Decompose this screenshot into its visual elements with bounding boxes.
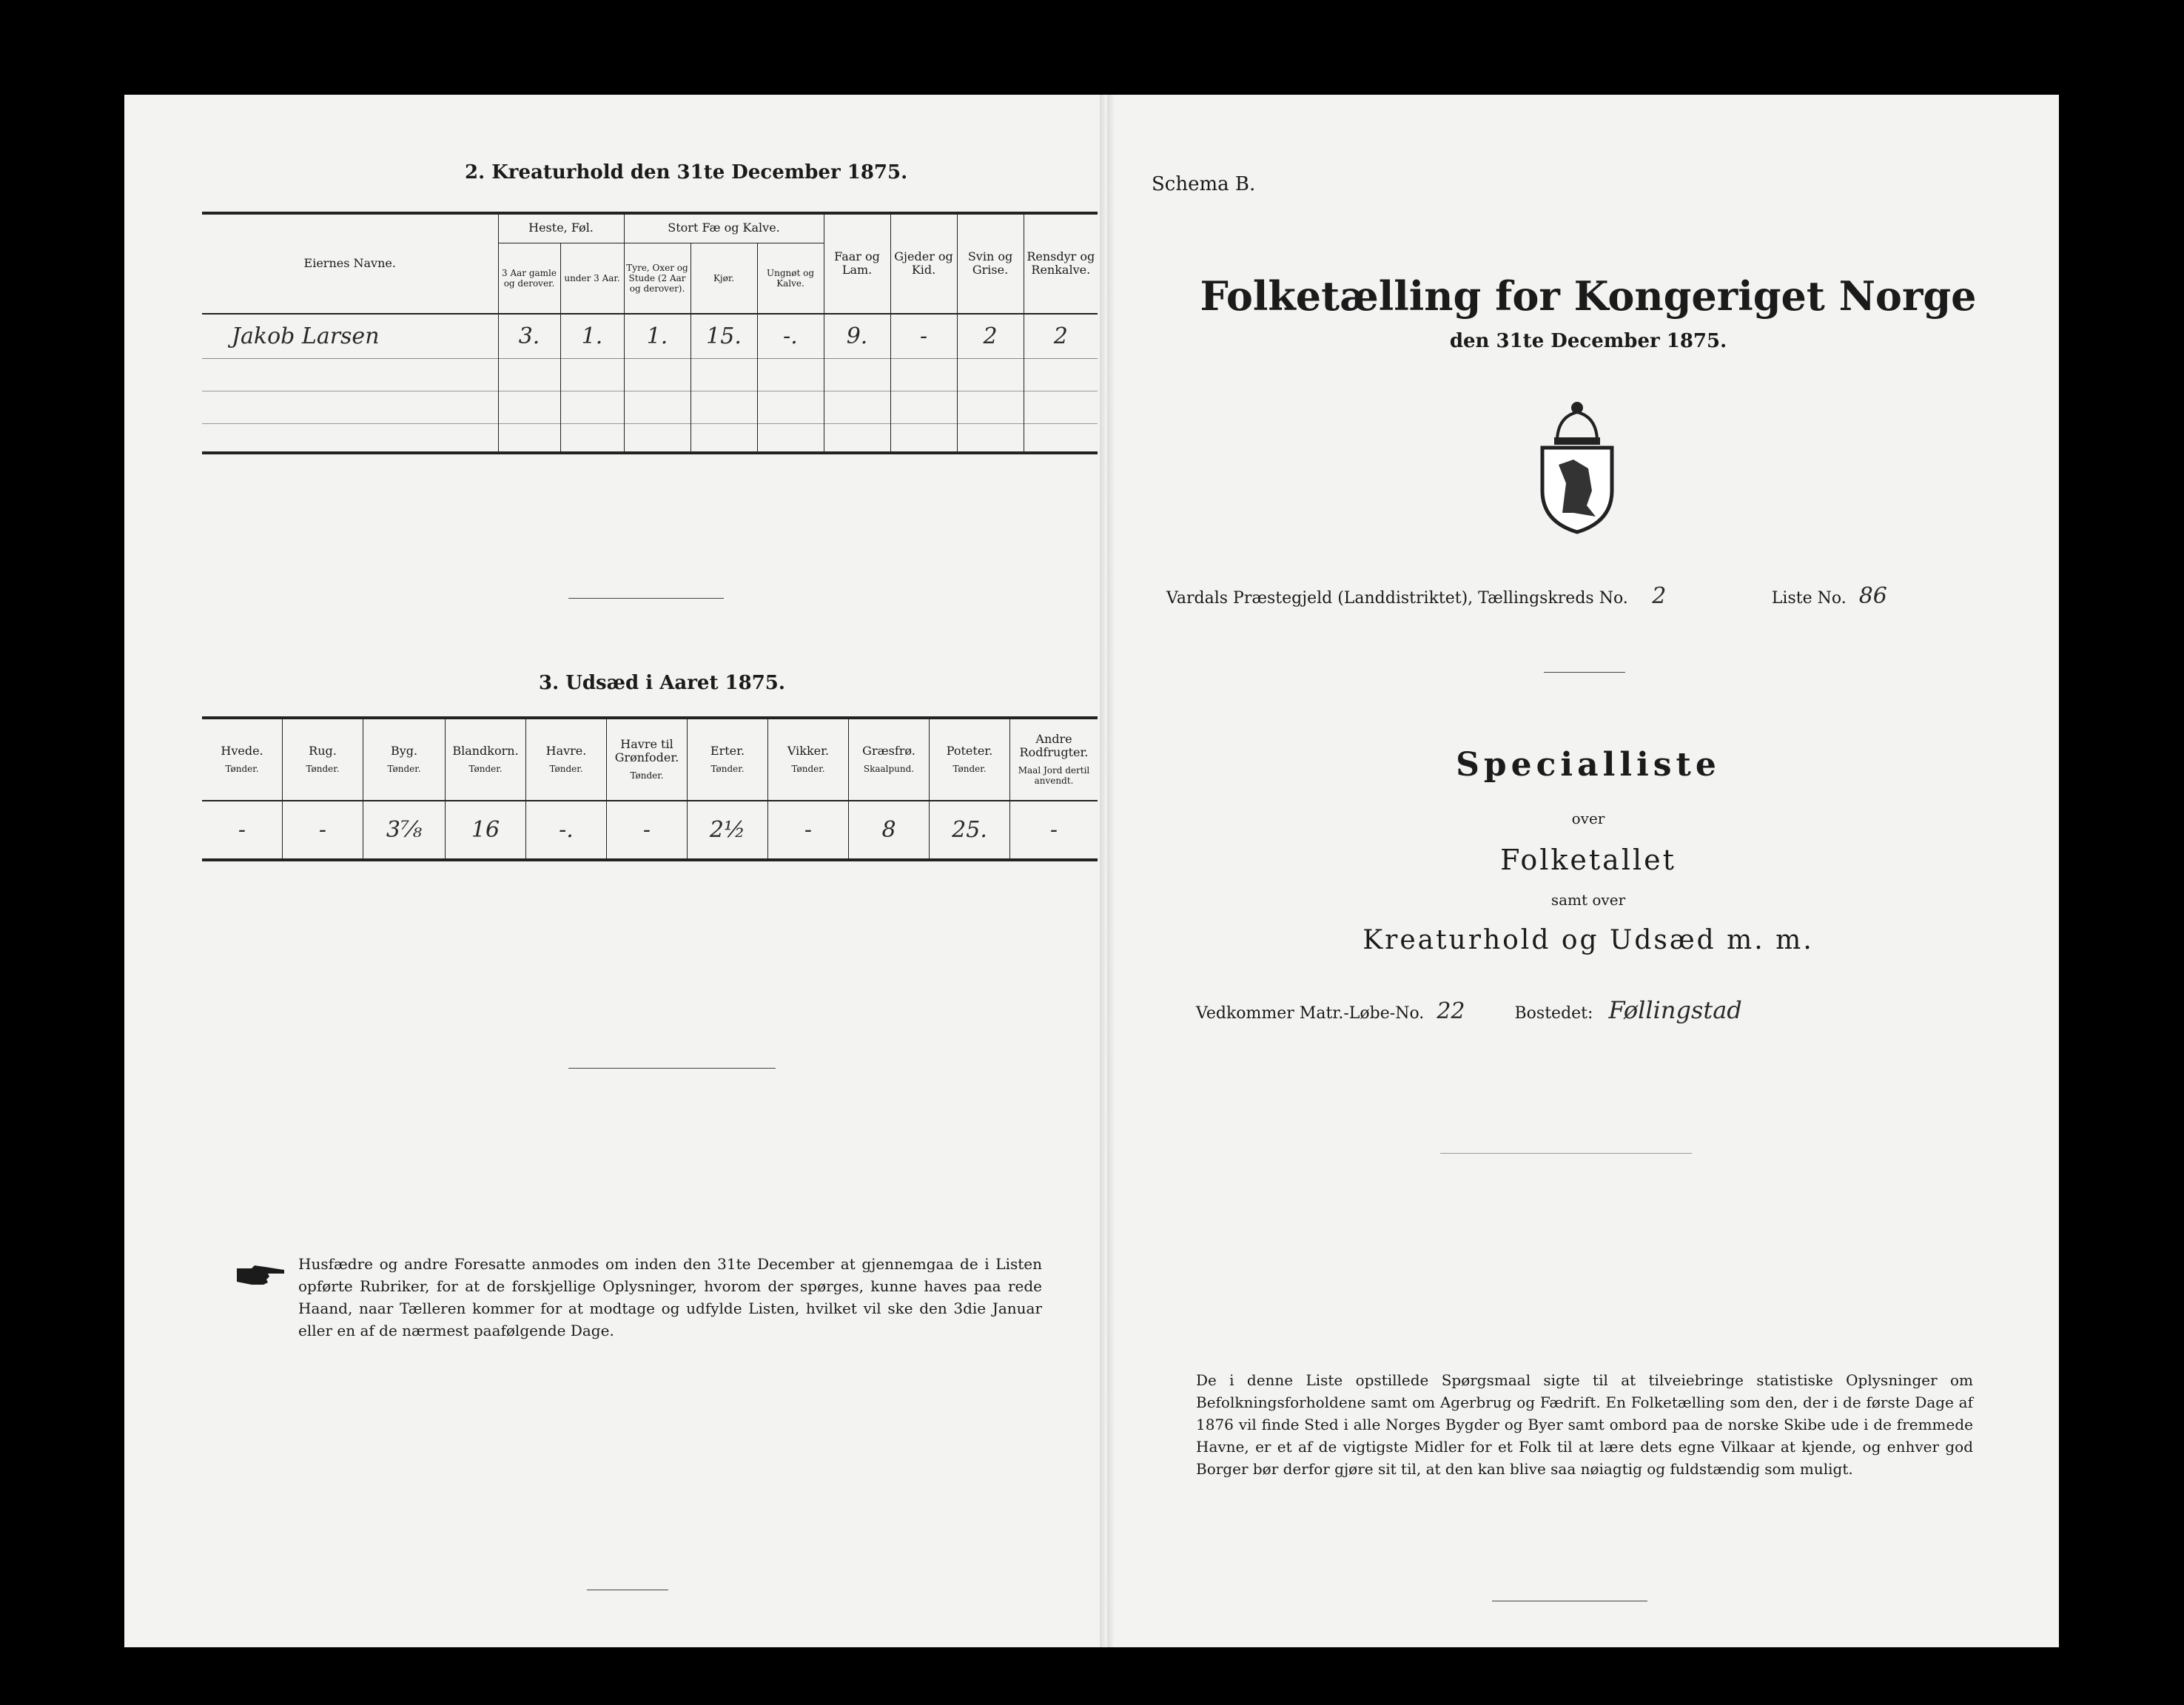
liste-no: 86 — [1858, 583, 1887, 609]
udsaed-col-unit: Tønder. — [306, 763, 340, 774]
udsaed-col-unit: Tønder. — [549, 763, 583, 774]
udsaed-value: 8 — [849, 801, 930, 860]
udsaed-col-unit: Tønder. — [791, 763, 825, 774]
page-date: den 31te December 1875. — [1449, 330, 1727, 352]
udsaed-col-unit: Tønder. — [387, 763, 421, 774]
page-fold — [1100, 95, 1107, 1647]
udsaed-value: 16 — [446, 801, 526, 860]
col-faar: Faar og Lam. — [824, 213, 890, 314]
udsaed-value: 3⅞ — [363, 801, 446, 860]
divider — [1544, 672, 1625, 673]
cell-svin: 2 — [957, 314, 1024, 358]
cell-rensdyr: 2 — [1024, 314, 1098, 358]
table-row — [202, 314, 1098, 358]
udsaed-table — [202, 718, 1098, 861]
udsaed-col-name: Blandkorn. — [452, 743, 519, 758]
udsaed-value: - — [1010, 801, 1098, 860]
divider — [1440, 1153, 1692, 1154]
udsaed-col-unit: Tønder. — [468, 763, 503, 774]
udsaed-value: - — [202, 801, 283, 860]
samt-over-text: samt over — [1550, 891, 1626, 909]
udsaed-col-name: Havre. — [545, 743, 587, 758]
schema-label: Schema B. — [1152, 173, 1256, 195]
section2-title: 2. Kreaturhold den 31te December 1875. — [465, 161, 908, 184]
udsaed-col-name: Byg. — [390, 743, 418, 758]
udsaed-col-unit: Skaalpund. — [863, 763, 915, 774]
kreds-no: 2 — [1652, 583, 1667, 609]
cell-heste-young: 1. — [560, 314, 624, 358]
udsaed-col-name: Erter. — [710, 743, 745, 758]
udsaed-col-7 — [768, 718, 849, 801]
udsaed-col-unit: Tønder. — [952, 763, 987, 774]
udsaed-col-unit: Tønder. — [710, 763, 745, 774]
cell-ungnot: -. — [757, 314, 824, 358]
cell-heste-old: 3. — [498, 314, 560, 358]
coat-of-arms-icon — [1529, 394, 1625, 535]
divider — [568, 1068, 776, 1069]
udsaed-col-name: Vikker. — [787, 743, 830, 758]
pointing-hand-icon — [235, 1262, 287, 1288]
col-tyre: Tyre, Oxer og Stude (2 Aar og derover). — [624, 243, 691, 314]
col-rensdyr: Rensdyr og Renkalve. — [1024, 213, 1098, 314]
udsaed-col-name: Hvede. — [221, 743, 263, 758]
district-prefix: Vardals Præstegjeld (Landdistriktet), Tællingskreds No. — [1166, 589, 1628, 608]
udsaed-col-3 — [446, 718, 526, 801]
intro-text: De i denne Liste opstillede Spørgsmaal sigte til at tilveiebringe statistiske Oplysninger om Befolkningsforholdene samt om Agerbrug og Fædrift. En Folketælling som den, der i de første Dage af 1876 vil finde Sted i alle Norges Bygder og Byer samt ombord paa de norske Skibe ude i de fremmede Havne, er et af de vigtigste Midler for et Folk til at lære dets egne Vilkaar at kjende, og enhver god Borger bør derfor gjøre sit til, at den kan blive saa nøiagtig og fuldstændig som muligt. — [1196, 1371, 1973, 1478]
over-text: over — [1571, 810, 1605, 827]
col-svin: Svin og Grise. — [957, 213, 1024, 314]
cell-faar: 9. — [824, 314, 890, 358]
kreaturhold-heading: Kreaturhold og Udsæd m. m. — [1363, 925, 1814, 955]
col-heste-old: 3 Aar gamle og derover. — [498, 243, 560, 314]
divider — [568, 598, 724, 599]
udsaed-col-6 — [688, 718, 768, 801]
udsaed-col-0 — [202, 718, 283, 801]
col-ungnot: Ungnøt og Kalve. — [757, 243, 824, 314]
bosted-value: Føllingstad — [1608, 996, 1742, 1024]
cell-gjeder: - — [890, 314, 957, 358]
udsaed-col-10 — [1010, 718, 1098, 801]
udsaed-col-name: Rug. — [309, 743, 337, 758]
cell-kjor: 15. — [691, 314, 757, 358]
section3-title: 3. Udsæd i Aaret 1875. — [539, 672, 785, 694]
col-owner: Eiernes Navne. — [202, 213, 498, 314]
udsaed-value: 2½ — [688, 801, 768, 860]
udsaed-col-unit: Tønder. — [225, 763, 259, 774]
matr-label: Vedkommer Matr.-Løbe-No. — [1196, 1004, 1425, 1023]
udsaed-value: 25. — [930, 801, 1010, 860]
folketallet-heading: Folketallet — [1500, 844, 1676, 876]
kreaturhold-table — [202, 213, 1098, 454]
col-kjor: Kjør. — [691, 243, 757, 314]
udsaed-col-5 — [607, 718, 688, 801]
col-stort-fae: Stort Fæ og Kalve. — [624, 213, 824, 243]
udsaed-col-unit: Tønder. — [630, 770, 664, 781]
right-page — [1107, 95, 2059, 1647]
udsaed-col-4 — [526, 718, 607, 801]
udsaed-col-2 — [363, 718, 446, 801]
udsaed-value: - — [607, 801, 688, 860]
cell-tyre: 1. — [624, 314, 691, 358]
udsaed-value: - — [283, 801, 363, 860]
udsaed-col-8 — [849, 718, 930, 801]
udsaed-value: -. — [526, 801, 607, 860]
specialliste-heading: Specialliste — [1456, 746, 1721, 784]
matr-no: 22 — [1437, 998, 1465, 1024]
udsaed-col-1 — [283, 718, 363, 801]
col-heste-fol: Heste, Føl. — [498, 213, 624, 243]
page-title: Folketælling for Kongeriget Norge — [1200, 272, 1977, 320]
udsaed-col-name: Poteter. — [946, 743, 993, 758]
table-row — [202, 801, 1098, 860]
col-gjeder: Gjeder og Kid. — [890, 213, 957, 314]
udsaed-col-name: Andre Rodfrugter. — [1019, 731, 1089, 759]
left-page — [124, 95, 1109, 1647]
udsaed-col-unit: Maal Jord dertil anvendt. — [1018, 764, 1090, 786]
matr-line — [1196, 996, 2010, 1024]
udsaed-col-name: Græsfrø. — [862, 743, 915, 758]
district-line — [1166, 583, 2040, 609]
udsaed-col-9 — [930, 718, 1010, 801]
bosted-label: Bostedet: — [1514, 1004, 1593, 1023]
notice-text: Husfædre og andre Foresatte anmodes om inden den 31te December at gjennemgaa de i Listen opførte Rubriker, for at de forskjellige Oplysninger, hvorom der spørges, kunne haves paa rede Haand, naar Tælleren kommer for at modtage og udfylde Listen, hvilket vil ske den 3die Januar eller en af de nærmest paafølgende Dage. — [298, 1255, 1042, 1339]
owner-name: Jakob Larsen — [202, 314, 498, 358]
udsaed-value: - — [768, 801, 849, 860]
col-heste-young: under 3 Aar. — [560, 243, 624, 314]
liste-label: Liste No. — [1771, 589, 1847, 608]
udsaed-col-name: Havre til Grønfoder. — [614, 736, 679, 764]
